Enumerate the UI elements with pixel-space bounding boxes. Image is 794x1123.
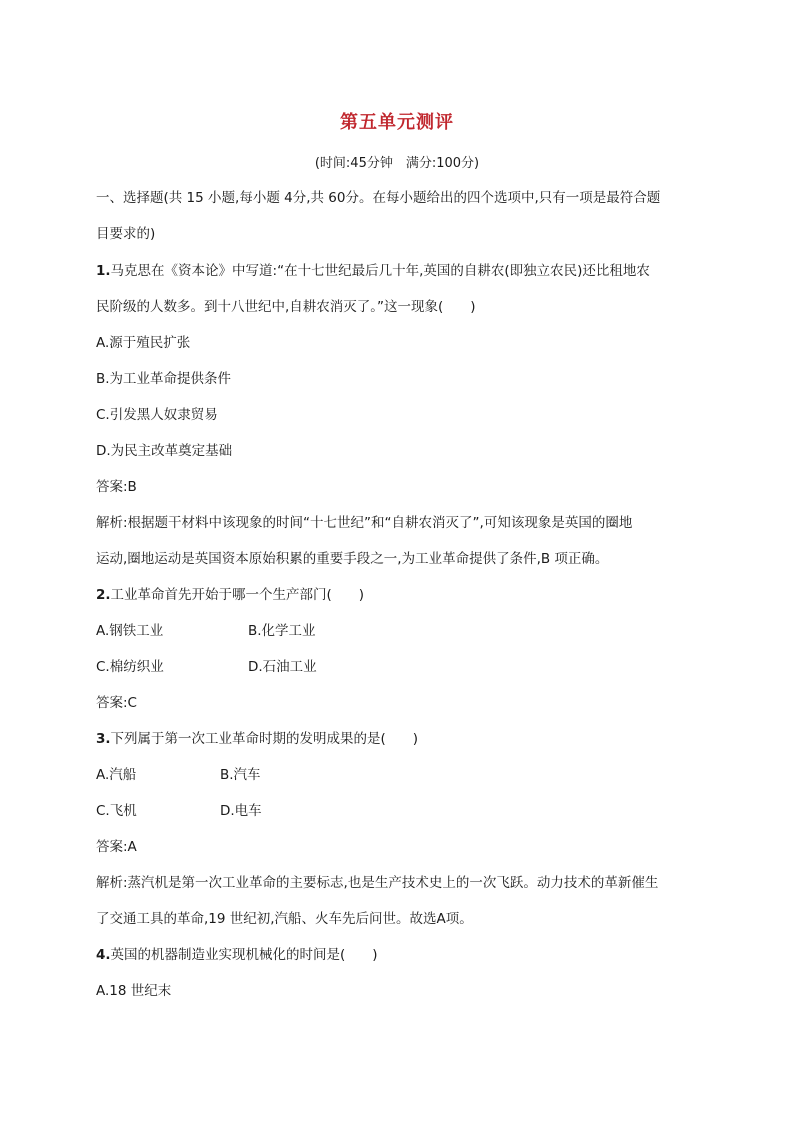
question-4-text: 英国的机器制造业实现机械化的时间是( ) bbox=[110, 947, 378, 963]
question-2-option-d: D.石油工业 bbox=[248, 659, 317, 675]
question-1-option-a: A.源于殖民扩张 bbox=[96, 335, 191, 351]
question-2-option-c: C.棉纺织业 bbox=[96, 659, 164, 675]
question-1-analysis-line-1: 解析:根据题干材料中该现象的时间“十七世纪”和“自耕农消灭了”,可知该现象是英国的圈地 bbox=[96, 515, 633, 531]
question-3-analysis-line-1: 解析:蒸汽机是第一次工业革命的主要标志,也是生产技术史上的一次飞跃。动力技术的革新催生 bbox=[96, 875, 659, 891]
question-3-option-a: A.汽船 bbox=[96, 767, 137, 783]
question-4-number: 4. bbox=[96, 947, 111, 963]
question-2-text: 工业革命首先开始于哪一个生产部门( ) bbox=[110, 587, 365, 603]
question-1-option-d: D.为民主改革奠定基础 bbox=[96, 443, 233, 459]
question-3-stem bbox=[96, 729, 706, 749]
question-2-stem bbox=[96, 585, 706, 605]
page-title: 第五单元测评 bbox=[340, 112, 454, 133]
question-2-option-a: A.钢铁工业 bbox=[96, 623, 164, 639]
section-heading-line-1: 一、选择题(共 15 小题,每小题 4分,共 60分。在每小题给出的四个选项中,只有一项是最符合题 bbox=[96, 190, 661, 206]
question-3-text: 下列属于第一次工业革命时期的发明成果的是( ) bbox=[110, 731, 419, 747]
question-3-answer: 答案:A bbox=[96, 839, 137, 855]
section-heading-line-2: 目要求的) bbox=[96, 226, 156, 242]
question-1-text: 马克思在《资本论》中写道:“在十七世纪最后几十年,英国的自耕农(即独立农民)还比租地农 bbox=[110, 263, 650, 279]
question-3-number: 3. bbox=[96, 731, 111, 747]
question-1-stem-line-1 bbox=[96, 261, 706, 281]
question-1-analysis-line-2: 运动,圈地运动是英国资本原始积累的重要手段之一,为工业革命提供了条件,B 项正确。 bbox=[96, 551, 609, 567]
question-3-option-b: B.汽车 bbox=[220, 767, 261, 783]
question-3-option-d: D.电车 bbox=[220, 803, 262, 819]
question-1-answer: 答案:B bbox=[96, 479, 137, 495]
question-1-number: 1. bbox=[96, 263, 111, 279]
question-3-option-c: C.飞机 bbox=[96, 803, 137, 819]
question-2-answer: 答案:C bbox=[96, 695, 137, 711]
question-4-stem bbox=[96, 945, 706, 965]
question-1-option-c: C.引发黑人奴隶贸易 bbox=[96, 407, 218, 423]
question-1-option-b: B.为工业革命提供条件 bbox=[96, 371, 232, 387]
question-3-analysis-line-2: 了交通工具的革命,19 世纪初,汽船、火车先后问世。故选A项。 bbox=[96, 911, 473, 927]
question-1-stem-line-2: 民阶级的人数多。到十八世纪中,自耕农消灭了。”这一现象( ) bbox=[96, 299, 476, 315]
question-2-option-b: B.化学工业 bbox=[248, 623, 316, 639]
page-subtitle: (时间:45分钟 满分:100分) bbox=[314, 156, 480, 171]
question-4-option-a: A.18 世纪末 bbox=[96, 983, 172, 999]
question-2-number: 2. bbox=[96, 587, 111, 603]
